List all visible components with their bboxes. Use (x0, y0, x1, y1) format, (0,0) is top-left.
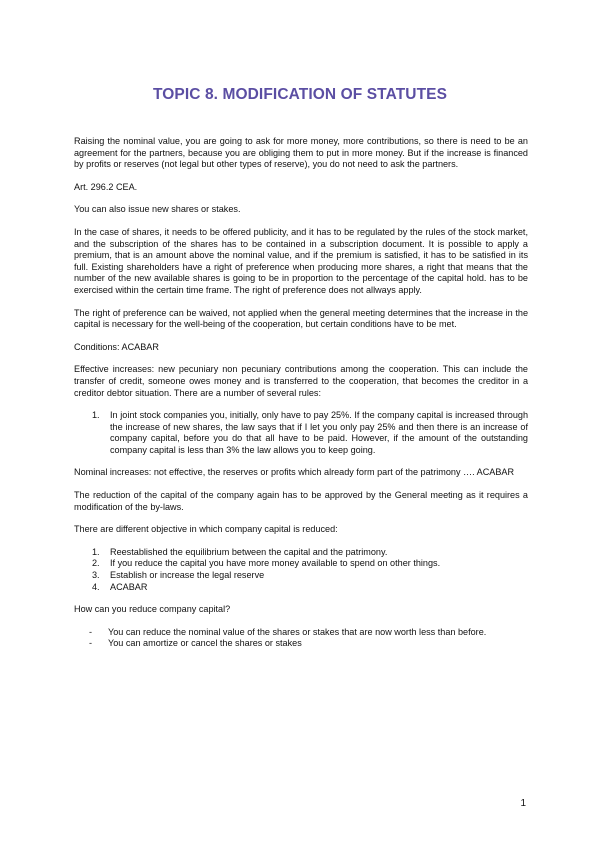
list-item (92, 582, 528, 594)
page-title: TOPIC 8. MODIFICATION OF STATUTES (152, 86, 448, 103)
list-text: In joint stock companies you, initially, only have to pay 25%. If the company capital is increased through the increase of new shares, the law says that if I let you only pay 25% and then there is an increase of company capital, before you do that all have to be paid. However, if the amount of the outstanding company capital is less than 3% the law allows you to keep going. (110, 410, 528, 455)
list-number: 1. (92, 410, 100, 421)
list-text: You can reduce the nominal value of the shares or stakes that are now worth less than before. (108, 626, 487, 637)
paragraph: Art. 296.2 CEA. (74, 181, 138, 192)
list-number: 1. (92, 546, 100, 557)
paragraph: Nominal increases: not effective, the reserves or profits which already form part of the patrimony …. ACABAR (74, 467, 515, 478)
objectives-list (74, 547, 528, 593)
paragraph: There are different objective in which company capital is reduced: (74, 524, 338, 535)
list-item (92, 570, 528, 582)
paragraph: Effective increases: new pecuniary non pecuniary contributions among the cooperation. This can include the transfer of credit, someone owes money and is transferred to the cooperation, that becomes the creditor in a creditor debtor situation. There are a number of several rules: (74, 364, 528, 398)
paragraph: Raising the nominal value, you are going to ask for more money, more contributions, so there is need to be an agreement for the partners, because you are obliging them to put in more money. But if the increase is financed by profits or reserves (not legal but other types of reserve), you do not need to ask the partners. (74, 136, 528, 170)
page-number: 1 (520, 798, 526, 809)
list-number: 3. (92, 570, 100, 581)
list-text: If you reduce the capital you have more money available to spend on other things. (110, 558, 441, 569)
list-text: You can amortize or cancel the shares or stakes (108, 638, 302, 649)
list-item (89, 638, 528, 650)
methods-list (74, 627, 528, 650)
list-item (92, 547, 528, 559)
paragraph: The right of preference can be waived, not applied when the general meeting determines that the increase in the capital is necessary for the well-being of the cooperation, but certain conditions have to be met. (74, 307, 528, 330)
document-body (74, 136, 528, 661)
list-dash: - (89, 638, 93, 649)
paragraph: In the case of shares, it needs to be offered publicity, and it has to be regulated by the rules of the stock market, and the subscription of the shares has to be contained in a subscription document. It is possible to apply a premium, that is an amount above the nominal value, and if the premium is satisfied, it has to be satisfied in its full. Existing shareholders have a right of preference when producing more shares, a right that means that the number of the new available shares is going to be in proportion to the percentage of the capital hold. has to be exercised within the certain time frame. The right of preference does not allways apply. (74, 226, 528, 295)
list-text: Reestablished the equilibrium between the capital and the patrimony. (110, 546, 388, 557)
list-number: 4. (92, 581, 100, 592)
list-item (92, 410, 528, 456)
list-text: Establish or increase the legal reserve (110, 570, 265, 581)
list-dash: - (89, 626, 93, 637)
paragraph: Conditions: ACABAR (74, 341, 159, 352)
list-item (92, 558, 528, 570)
list-text: ACABAR (110, 581, 148, 592)
paragraph: You can also issue new shares or stakes. (74, 204, 241, 215)
list-number: 2. (92, 558, 100, 569)
paragraph: How can you reduce company capital? (74, 604, 231, 615)
rules-list (74, 410, 528, 456)
paragraph: The reduction of the capital of the company again has to be approved by the General meeting as it requires a modification of the by-laws. (74, 490, 528, 512)
list-item (89, 627, 528, 639)
